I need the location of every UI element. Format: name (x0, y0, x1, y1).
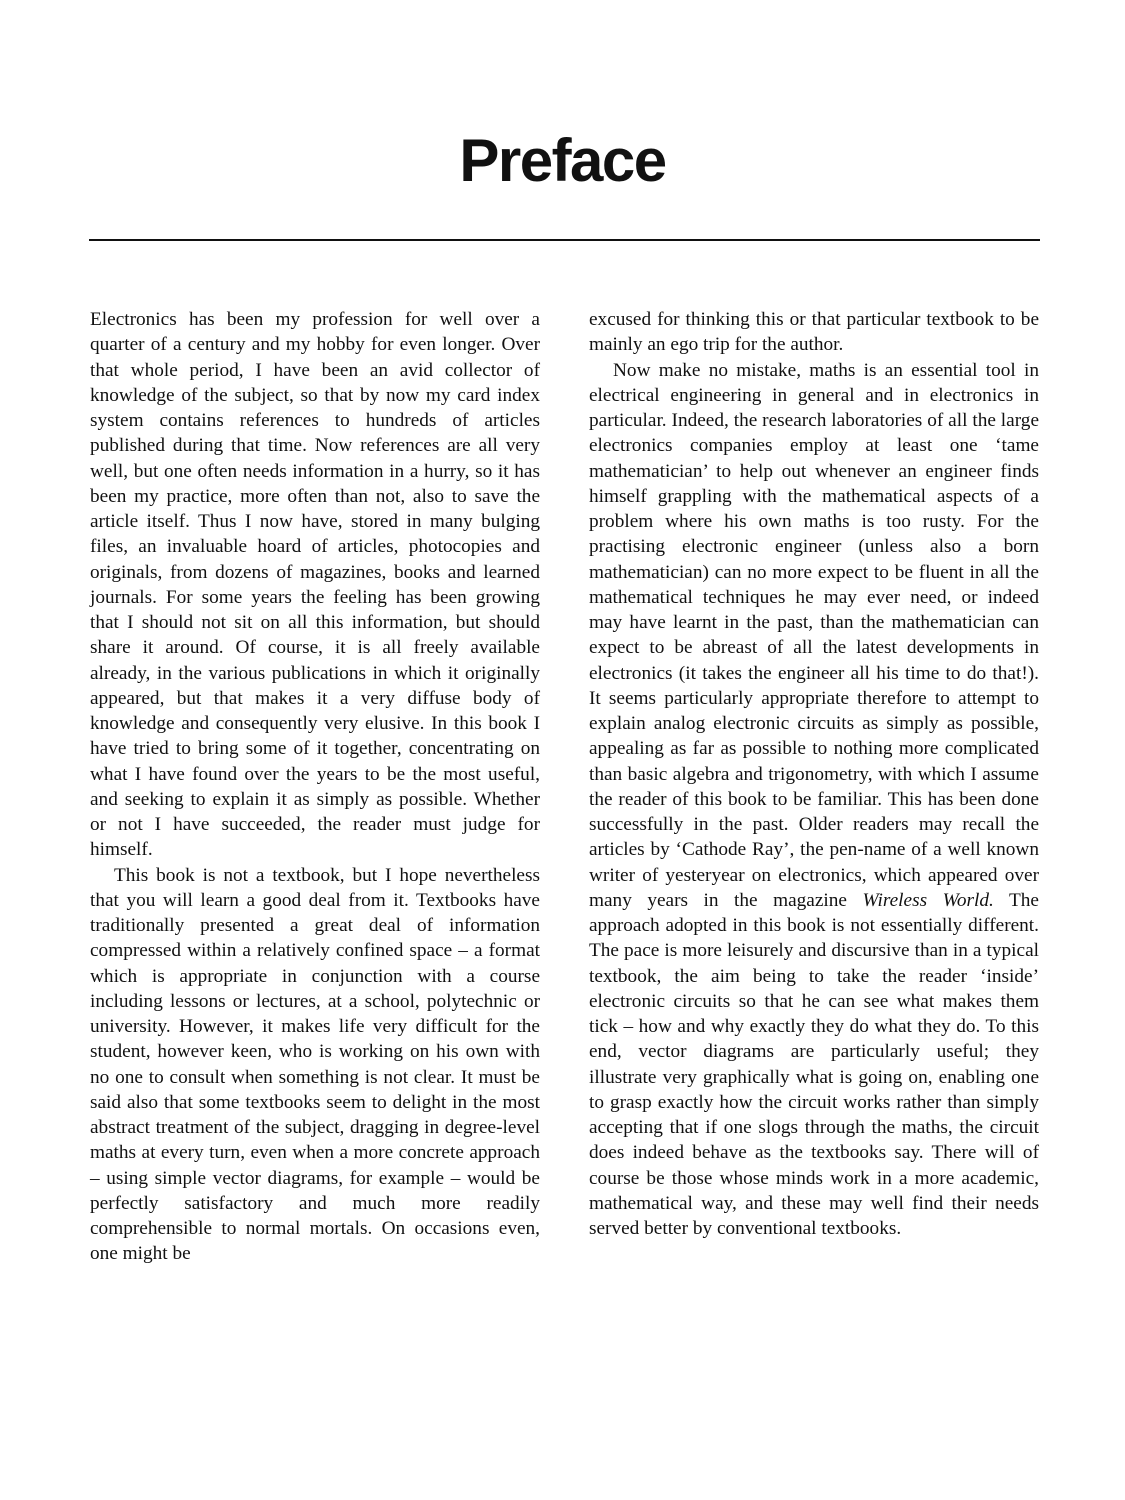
left-column (90, 307, 540, 1267)
page-title: Preface (459, 127, 666, 194)
paragraph (589, 358, 1039, 1242)
right-column (589, 307, 1039, 1241)
paragraph-text: Now make no mistake, maths is an essential tool in electrical engineering in general and in electronics in particular. Indeed, the research laboratories of all the large electronics companies employ at least one ‘tame mathematician’ to help out whenever an engineer finds himself grappling with the mathematical aspects of a problem where his own maths is too rusty. For the practising electronic engineer (unless also a born mathematician) can no more expect to be fluent in all the mathematical techniques he may ever need, or indeed may have learnt in the past, than the mathematician can expect to be abreast of all the latest developments in electronics (it takes the engineer all his time to do that!). It seems particularly appropriate therefore to attempt to explain analog electronic circuits as simply as possible, appealing as far as possible to nothing more complicated than basic algebra and trigonometry, with which I assume the reader of this book to be familiar. This has been done successfully in the past. Older readers may recall the articles by ‘Cathode Ray’, the pen-name of a well known writer of yesteryear on electronics, which appeared over many years in the magazine (589, 359, 1039, 911)
paragraph: Electronics has been my profession for well over a quarter of a century and my hobby for even longer. Over that whole period, I have been an avid collector of knowledge of the subject, so that by now my card index system contains references to hundreds of articles published during that time. Now references are all very well, but one often needs information in a hurry, so it has been my practice, more often than not, also to save the article itself. Thus I now have, stored in many bulging files, an invaluable hoard of articles, photocopies and originals, from dozens of magazines, books and learned journals. For some years the feeling has been growing that I should not sit on all this information, but should share it around. Of course, it is all freely available already, in the various publications in which it originally appeared, but that makes it a very diffuse body of knowledge and consequently very elusive. In this book I have tried to bring some of it together, concentrating on what I have found over the years to be the most useful, and seeking to explain it as simply as possible. Whether or not I have succeeded, the reader must judge for himself. (90, 309, 540, 861)
title-rule (89, 239, 1040, 241)
magazine-title: Wireless World. (862, 889, 994, 911)
paragraph-text: The approach adopted in this book is not essentially different. The pace is more leisurely and discursive than in a typical textbook, the aim being to take the reader ‘inside’ electronic circuits so that he can see what makes them tick – how and why exactly they do what they do. To this end, vector diagrams are particularly useful; they illustrate very graphically what is going on, enabling one to grasp exactly how the circuit works rather than simply accepting that if one slogs through the maths, the circuit does indeed behave as the textbooks say. There will of course be those whose minds work in a more academic, mathematical way, and these may well find their needs served better by conventional textbooks. (589, 889, 1039, 1239)
paragraph: excused for thinking this or that particular textbook to be mainly an ego trip for the author. (589, 309, 1039, 356)
paragraph: This book is not a textbook, but I hope nevertheless that you will learn a good deal from it. Textbooks have traditionally presented a great deal of information compressed within a relatively confined space – a format which is appropriate in conjunction with a course including lessons or lectures, at a school, polytechnic or university. However, it makes life very difficult for the student, however keen, who is working on his own with no one to consult when something is not clear. It must be said also that some textbooks seem to delight in the most abstract treatment of the subject, dragging in degree-level maths at every turn, even when a more concrete approach – using simple vector diagrams, for example – would be perfectly satisfactory and much more readily comprehensible to normal mortals. On occasions even, one might be (90, 864, 540, 1265)
